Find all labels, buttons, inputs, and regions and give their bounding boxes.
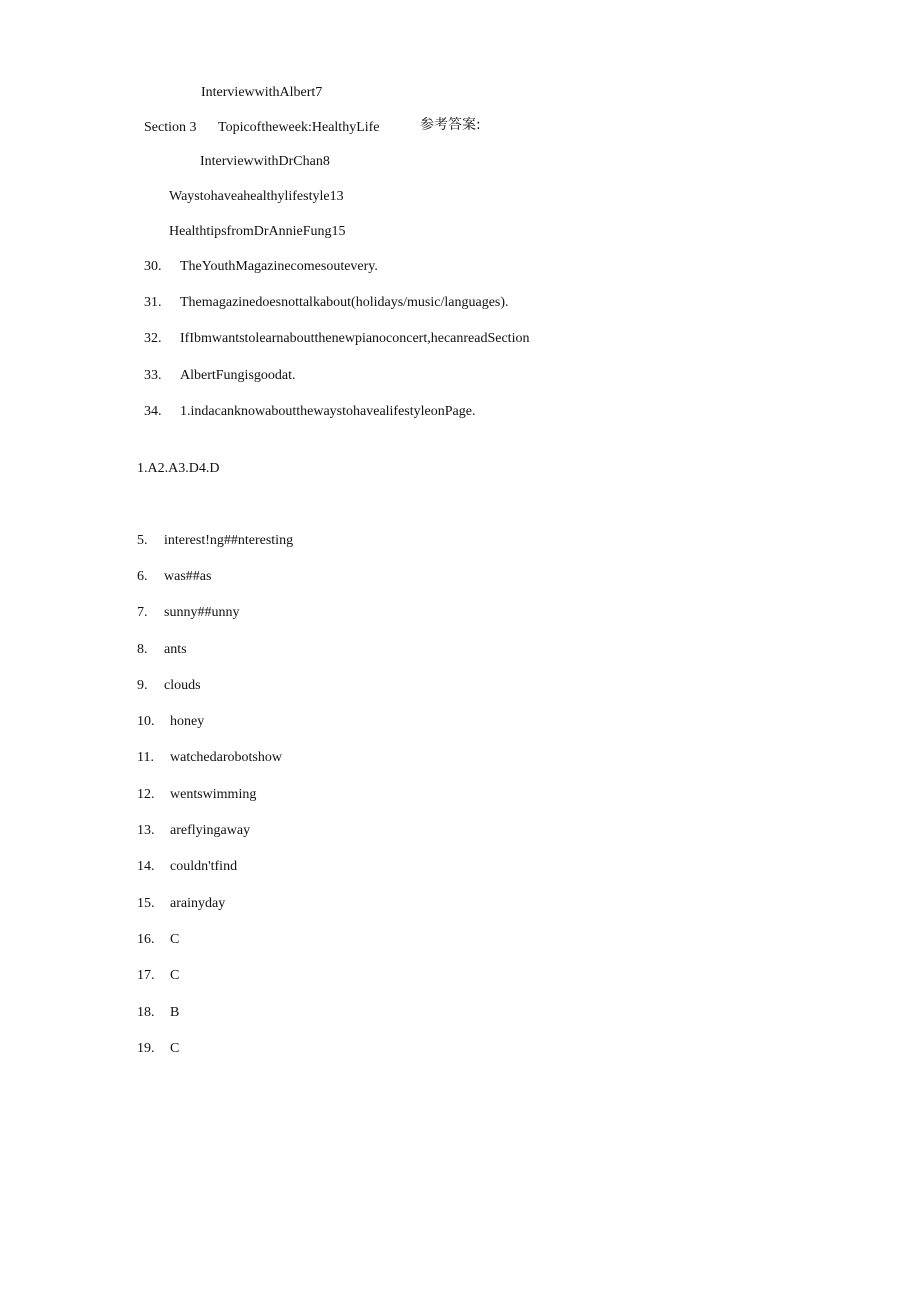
question-text: 1.indacanknowaboutthewaystohavealifestyleonPage. — [180, 404, 476, 419]
question-number: 32. — [144, 331, 162, 346]
toc-health-tips: HealthtipsfromDrAnnieFung15 — [169, 224, 346, 239]
answer-item — [137, 568, 211, 586]
answer-text: C — [170, 932, 180, 947]
question-item — [144, 294, 509, 312]
answer-item — [137, 931, 179, 949]
answer-item — [137, 858, 237, 876]
answer-number: 10. — [137, 714, 155, 729]
answer-text: arainyday — [170, 896, 226, 911]
toc-interview-drchan: InterviewwithDrChan8 — [200, 154, 330, 169]
question-text: Themagazinedoesnottalkabout(holidays/music/languages). — [180, 295, 509, 310]
answer-text: interest!ng##nteresting — [164, 533, 294, 548]
answer-item — [137, 641, 187, 659]
answer-text: couldn'tfind — [170, 859, 238, 874]
answer-number: 17. — [137, 968, 155, 983]
answer-text: areflyingaway — [170, 823, 251, 838]
answer-text: was##as — [164, 569, 212, 584]
toc-interview-albert: InterviewwithAlbert7 — [201, 85, 323, 100]
toc-ways-healthy: Waystohaveahealthylifestyle13 — [169, 189, 344, 204]
answer-item — [137, 822, 250, 840]
answer-text: wentswimming — [170, 787, 257, 802]
answer-text: C — [170, 968, 180, 983]
answer-text: clouds — [164, 678, 201, 693]
answer-item — [137, 749, 282, 767]
question-item — [144, 330, 529, 348]
answer-number: 11. — [137, 750, 154, 765]
answer-text: ants — [164, 642, 187, 657]
answers-mc: 1.A2.A3.D4.D — [137, 461, 220, 476]
answer-item — [137, 1040, 179, 1058]
question-item — [144, 258, 378, 276]
answer-item — [137, 677, 201, 695]
answer-text: B — [170, 1005, 180, 1020]
question-text: TheYouthMagazinecomesoutevery. — [180, 259, 378, 274]
answer-item — [137, 967, 179, 985]
answer-number: 8. — [137, 642, 148, 657]
answer-text: sunny##unny — [164, 605, 240, 620]
answer-number: 18. — [137, 1005, 155, 1020]
section3-label: Section 3 — [144, 120, 197, 135]
answer-item — [137, 532, 293, 550]
answer-number: 6. — [137, 569, 148, 584]
answer-number: 9. — [137, 678, 148, 693]
question-text: IfIbmwantstolearnaboutthenewpianoconcert,hecanreadSection — [180, 331, 530, 346]
answer-number: 7. — [137, 605, 148, 620]
section3-topic: Topicoftheweek:HealthyLife — [218, 120, 380, 135]
answer-number: 5. — [137, 533, 148, 548]
question-item — [144, 403, 475, 421]
answer-item — [137, 895, 225, 913]
answer-item — [137, 604, 239, 622]
answer-number: 15. — [137, 896, 155, 911]
answer-item — [137, 786, 256, 804]
question-number: 33. — [144, 368, 162, 383]
answer-number: 14. — [137, 859, 155, 874]
answer-text: watchedarobotshow — [170, 750, 282, 765]
question-number: 34. — [144, 404, 162, 419]
answer-number: 19. — [137, 1041, 155, 1056]
question-text: AlbertFungisgoodat. — [180, 368, 296, 383]
answers-title: 参考答案: — [420, 117, 481, 133]
answer-text: honey — [170, 714, 205, 729]
answer-number: 13. — [137, 823, 155, 838]
answer-number: 12. — [137, 787, 155, 802]
answer-text: C — [170, 1041, 180, 1056]
question-number: 31. — [144, 295, 162, 310]
question-item — [144, 367, 296, 385]
question-number: 30. — [144, 259, 162, 274]
answer-number: 16. — [137, 932, 155, 947]
answer-item — [137, 1004, 179, 1022]
answer-item — [137, 713, 204, 731]
